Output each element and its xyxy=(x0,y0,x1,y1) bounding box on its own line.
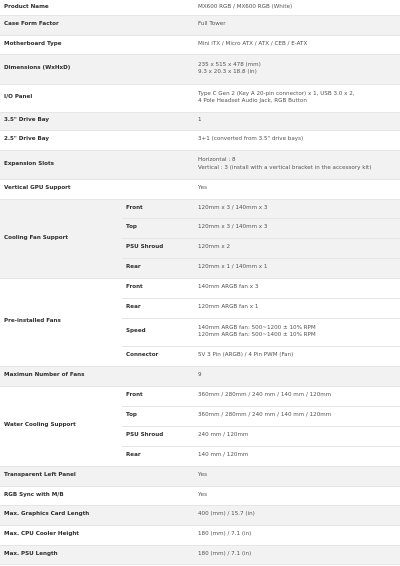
spec-value-line: 9 xyxy=(198,372,202,379)
spec-value xyxy=(194,54,400,84)
spec-value-line: Full Tower xyxy=(198,21,226,28)
spec-value-line: Yes xyxy=(198,472,208,479)
spec-group-label: Pre-installed Fans xyxy=(0,278,122,366)
spec-label: Product Name xyxy=(4,3,49,10)
spec-value-line: 360mm / 280mm / 240 mm / 140 mm / 120mm xyxy=(198,412,332,419)
spec-value-line: 120mm ARGB fan: 500~1400 ± 10% RPM xyxy=(198,332,316,338)
spec-label: I/O Panel xyxy=(4,94,33,101)
spec-value xyxy=(194,406,400,426)
spec-sub-label: Front xyxy=(126,392,143,399)
spec-value-line: 120mm x 1 / 140mm x 1 xyxy=(198,264,268,271)
spec-value-line: 140mm ARGB fan x 3 xyxy=(198,284,259,291)
spec-sub-label: PSU Shroud xyxy=(126,432,164,439)
spec-value-line: Yes xyxy=(198,491,208,498)
spec-row-vertical-gpu-support xyxy=(0,179,400,199)
spec-value xyxy=(194,486,400,505)
spec-sub-label: Rear xyxy=(126,452,141,459)
spec-label: Case Form Factor xyxy=(0,15,194,35)
spec-label: Vertical GPU Support xyxy=(4,185,71,192)
spec-value-line: 180 (mm) / 7.1 (in) xyxy=(198,550,252,557)
spec-value xyxy=(194,366,400,386)
spec-value-line: Horizontal : 8 xyxy=(198,157,236,164)
spec-value-line: 5V 3 Pin (ARGB) / 4 Pin PWM (Fan) xyxy=(198,352,294,359)
spec-row-maximun-number-of-fans xyxy=(0,366,400,386)
spec-value-line: 9.3 x 20.3 x 18.8 (in) xyxy=(198,69,257,75)
spec-value xyxy=(194,278,400,298)
spec-value-line: 180 (mm) / 7.1 (in) xyxy=(198,531,252,538)
spec-row-i-o-panel xyxy=(0,84,400,112)
spec-label: 2.5" Drive Bay xyxy=(4,136,49,143)
spec-value xyxy=(194,318,400,346)
spec-value-line: 360mm / 280mm / 240 mm / 140 mm / 120mm xyxy=(198,392,332,399)
spec-row-transparent-left-panel xyxy=(0,466,400,486)
spec-value-line: Vertical : 3 (install with a vertical bracket in the accessory kit) xyxy=(198,164,372,171)
spec-value-line: 1 xyxy=(198,117,202,124)
spec-value xyxy=(194,426,400,446)
spec-value-line: 240 mm / 120mm xyxy=(198,432,249,439)
spec-value-line: Mini iTX / Micro ATX / ATX / CEB / E-ATX xyxy=(198,40,308,47)
spec-value-line: 120mm x 2 xyxy=(198,244,231,251)
spec-label: Max. Graphics Card Length xyxy=(0,505,194,525)
spec-value-line: Type C Gen 2 (Key A 20-pin connector) x 1, USB 3.0 x 2, xyxy=(198,90,355,97)
spec-sub-label: PSU Shroud xyxy=(122,238,194,258)
spec-value-line: 140 mm / 120mm xyxy=(198,452,249,459)
spec-label: Dimensions (WxHxD) xyxy=(0,54,194,84)
spec-row-max-graphics-card-length xyxy=(0,505,400,525)
spec-value-line: MX600 RGB / MX600 RGB (White) xyxy=(198,3,293,10)
spec-value xyxy=(194,505,400,525)
spec-row-max-psu-length xyxy=(0,545,400,564)
spec-row-3-5-drive-bay xyxy=(0,112,400,130)
spec-value xyxy=(194,84,400,112)
spec-group-label: Water Cooling Support xyxy=(0,386,122,466)
spec-value xyxy=(194,130,400,150)
spec-value-line: 3+1 (converted from 3.5" drive bays) xyxy=(198,136,304,143)
spec-row-water-cooling-support-front xyxy=(0,386,400,406)
spec-value xyxy=(194,238,400,258)
spec-value-line: 120mm x 3 / 140mm x 3 xyxy=(198,204,268,211)
spec-row-expansion-slots xyxy=(0,150,400,179)
spec-row-max-cpu-cooler-height xyxy=(0,525,400,545)
spec-value-line: 235 x 515 x 478 (mm) xyxy=(198,61,261,68)
spec-value-line: 4 Pole Headset Audio Jack, RGB Button xyxy=(198,98,307,104)
spec-label: RGB Sync with M/B xyxy=(4,491,64,498)
spec-row-motherboard-type xyxy=(0,35,400,54)
spec-value xyxy=(194,179,400,199)
spec-value xyxy=(194,150,400,179)
spec-value xyxy=(194,466,400,486)
spec-value xyxy=(194,35,400,54)
spec-value xyxy=(194,112,400,130)
spec-value-line: 120mm x 3 / 140mm x 3 xyxy=(198,224,268,231)
spec-row-2-5-drive-bay xyxy=(0,130,400,150)
spec-label: Maximun Number of Fans xyxy=(0,366,194,386)
spec-value-line: Yes xyxy=(198,185,208,192)
spec-value xyxy=(194,258,400,278)
spec-value xyxy=(194,386,400,406)
spec-value xyxy=(194,0,400,15)
spec-sub-label: Top xyxy=(126,412,137,419)
spec-row-rgb-sync-with-m-b xyxy=(0,486,400,505)
spec-label: Expansion Slots xyxy=(0,150,194,179)
spec-value xyxy=(194,525,400,545)
spec-value-line: 400 (mm) / 15.7 (in) xyxy=(198,511,255,518)
spec-row-cooling-fan-support-front xyxy=(0,199,400,218)
spec-label: Transparent Left Panel xyxy=(0,466,194,486)
spec-label: Max. PSU Length xyxy=(0,545,194,564)
spec-value xyxy=(194,199,400,218)
spec-label: Max. CPU Cooler Height xyxy=(4,531,79,538)
spec-sub-label: Front xyxy=(126,284,143,291)
spec-label: 3.5" Drive Bay xyxy=(0,112,194,130)
spec-row-pre-installed-fans-front xyxy=(0,278,400,298)
spec-value xyxy=(194,545,400,564)
spec-sub-label: Rear xyxy=(122,258,194,278)
spec-row-case-form-factor xyxy=(0,15,400,35)
spec-sub-label: Rear xyxy=(126,304,141,311)
spec-value xyxy=(194,346,400,366)
spec-value xyxy=(194,298,400,318)
spec-row-dimensions-wxhxd xyxy=(0,54,400,84)
spec-sub-label: Front xyxy=(122,199,194,218)
spec-sub-label: Connector xyxy=(126,352,159,359)
spec-value-line: 120mm ARGB fan x 1 xyxy=(198,304,259,311)
spec-value xyxy=(194,15,400,35)
spec-value xyxy=(194,446,400,466)
spec-sub-label: Speed xyxy=(126,328,146,335)
spec-row-product-name xyxy=(0,0,400,15)
spec-sub-label: Top xyxy=(122,218,194,238)
spec-group-label: Cooling Fan Support xyxy=(0,199,122,278)
spec-value-line: 140mm ARGB fan: 500~1200 ± 10% RPM xyxy=(198,324,316,331)
spec-value xyxy=(194,218,400,238)
spec-label: Motherboard Type xyxy=(4,40,62,47)
